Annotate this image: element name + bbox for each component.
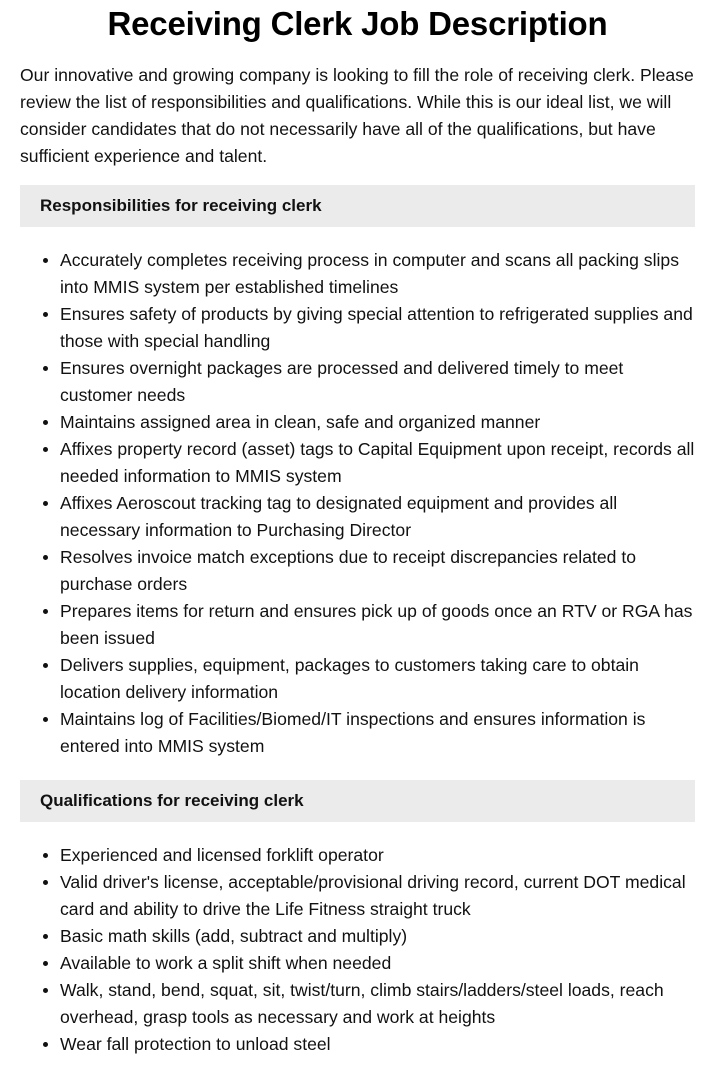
list-item-text: Maintains assigned area in clean, safe and organized manner	[60, 412, 541, 432]
bullet-icon	[43, 880, 48, 885]
list-item	[60, 869, 695, 923]
bullet-icon	[43, 420, 48, 425]
list-item-text: Maintains log of Facilities/Biomed/IT inspections and ensures information is entered into MMIS system	[60, 709, 646, 756]
bullet-icon	[43, 1042, 48, 1047]
list-item-text: Wear fall protection to unload steel	[60, 1034, 331, 1054]
list-item-text: Delivers supplies, equipment, packages to customers taking care to obtain location delivery information	[60, 655, 639, 702]
list-item	[60, 977, 695, 1031]
bullet-icon	[43, 447, 48, 452]
list-item-text: Prepares items for return and ensures pick up of goods once an RTV or RGA has been issued	[60, 601, 693, 648]
bullet-icon	[43, 609, 48, 614]
list-item	[60, 842, 695, 869]
qualifications-list	[20, 842, 695, 1058]
list-item	[60, 598, 695, 652]
list-item-text: Affixes Aeroscout tracking tag to designated equipment and provides all necessary information to Purchasing Director	[60, 493, 618, 540]
list-item	[60, 436, 695, 490]
list-item-text: Affixes property record (asset) tags to Capital Equipment upon receipt, records all needed information to MMIS system	[60, 439, 695, 486]
bullet-icon	[43, 555, 48, 560]
bullet-icon	[43, 853, 48, 858]
section-spacer	[20, 760, 695, 765]
bullet-icon	[43, 501, 48, 506]
list-item	[60, 652, 695, 706]
list-item-text: Experienced and licensed forklift operator	[60, 845, 384, 865]
list-item	[60, 923, 695, 950]
list-item	[60, 247, 695, 301]
intro-paragraph: Our innovative and growing company is looking to fill the role of receiving clerk. Please review the list of responsibilities and qualifications. While this is our ideal list, we will consider candidates that do not necessarily have all of the qualifications, but have sufficient experience and talent.	[20, 65, 694, 166]
list-item-text: Resolves invoice match exceptions due to receipt discrepancies related to purchase orders	[60, 547, 637, 594]
bullet-icon	[43, 961, 48, 966]
list-item-text: Walk, stand, bend, squat, sit, twist/turn, climb stairs/ladders/steel loads, reach overhead, grasp tools as necessary and work at heights	[60, 980, 664, 1027]
list-item	[60, 544, 695, 598]
responsibilities-heading: Responsibilities for receiving clerk	[20, 185, 695, 227]
bullet-icon	[43, 934, 48, 939]
list-item-text: Accurately completes receiving process in computer and scans all packing slips into MMIS system per established timelines	[60, 250, 680, 297]
list-item-text: Basic math skills (add, subtract and multiply)	[60, 926, 408, 946]
list-item	[60, 409, 695, 436]
list-item-text: Valid driver's license, acceptable/provisional driving record, current DOT medical card and ability to drive the Life Fitness straight truck	[60, 872, 686, 919]
page-title: Receiving Clerk Job Description	[107, 5, 608, 42]
list-item	[60, 950, 695, 977]
list-item	[60, 355, 695, 409]
bullet-icon	[43, 366, 48, 371]
qualifications-heading: Qualifications for receiving clerk	[20, 780, 695, 822]
responsibilities-list	[20, 247, 695, 760]
list-item-text: Ensures overnight packages are processed and delivered timely to meet customer needs	[60, 358, 624, 405]
list-item	[60, 301, 695, 355]
list-item	[60, 490, 695, 544]
list-item	[60, 1031, 695, 1058]
bullet-icon	[43, 717, 48, 722]
bullet-icon	[43, 663, 48, 668]
list-item	[60, 706, 695, 760]
bullet-icon	[43, 258, 48, 263]
list-item-text: Ensures safety of products by giving special attention to refrigerated supplies and those with special handling	[60, 304, 693, 351]
bullet-icon	[43, 312, 48, 317]
list-item-text: Available to work a split shift when needed	[60, 953, 392, 973]
bullet-icon	[43, 988, 48, 993]
